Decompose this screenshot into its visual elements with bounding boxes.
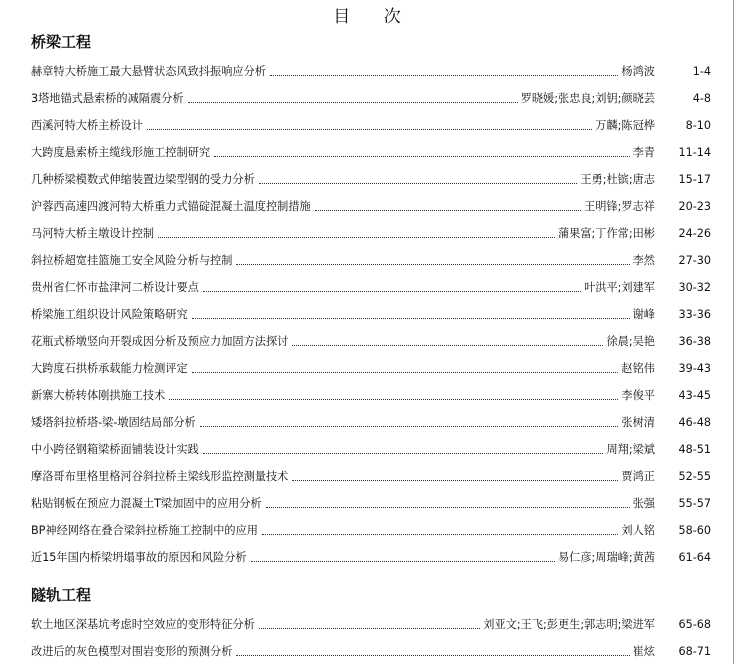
toc-entry[interactable]: [31, 160, 711, 187]
dot-leader: [292, 480, 618, 481]
entry-title: 贵州省仁怀市盐津河二桥设计要点: [31, 281, 199, 294]
entry-pages: 4-8: [692, 92, 711, 105]
dot-leader: [292, 345, 603, 346]
entry-title: 新寨大桥转体刚拱施工技术: [31, 389, 166, 402]
entry-title: 花瓶式桥墩竖向开裂成因分析及预应力加固方法探讨: [31, 335, 289, 348]
entry-authors: 刘人铭: [621, 524, 655, 537]
entry-title: 3塔地锚式悬索桥的减隔震分析: [31, 92, 184, 105]
entry-pages: 43-45: [678, 389, 711, 402]
entry-pages: 33-36: [678, 308, 711, 321]
entry-authors: 杨鸿波: [621, 65, 655, 78]
dot-leader: [236, 264, 629, 265]
entry-authors: 罗晓媛;张忠良;刘钥;颜晓芸: [520, 92, 655, 105]
toc-entry[interactable]: [31, 484, 711, 511]
dot-leader: [203, 453, 604, 454]
entry-title: 几种桥梁模数式伸缩装置边梁型钢的受力分析: [31, 173, 255, 186]
dot-leader: [251, 561, 555, 562]
toc-entry[interactable]: [31, 511, 711, 538]
dot-leader: [192, 318, 630, 319]
entry-pages: 11-14: [678, 146, 711, 159]
dot-leader: [262, 534, 618, 535]
toc-entry[interactable]: [31, 430, 711, 457]
entry-authors: 张强: [632, 497, 655, 510]
entry-pages: 36-38: [678, 335, 711, 348]
entry-pages: 55-57: [678, 497, 711, 510]
entry-authors: 易仁彦;周瑞峰;黄茜: [557, 551, 655, 564]
entry-title: 中小跨径钢箱梁桥面铺装设计实践: [31, 443, 199, 456]
toc-entry[interactable]: [31, 214, 711, 241]
toc-entry[interactable]: [31, 605, 711, 632]
entry-title: BP神经网络在叠合梁斜拉桥施工控制中的应用: [31, 524, 258, 537]
dot-leader: [188, 102, 518, 103]
toc-entry[interactable]: [31, 52, 711, 79]
entry-pages: 52-55: [678, 470, 711, 483]
entry-authors: 徐晨;吴艳: [606, 335, 655, 348]
entry-authors: 王勇;杜镔;唐志: [580, 173, 655, 186]
entry-pages: 48-51: [678, 443, 711, 456]
entry-authors: 谢峰: [632, 308, 655, 321]
dot-leader: [214, 156, 630, 157]
entry-authors: 赵铭伟: [621, 362, 655, 375]
entry-authors: 王明锋;罗志祥: [584, 200, 655, 213]
entry-authors: 李青: [632, 146, 655, 159]
toc-entry[interactable]: [31, 403, 711, 430]
toc-entry[interactable]: [31, 349, 711, 376]
entry-pages: 1-4: [692, 65, 711, 78]
entry-pages: 39-43: [678, 362, 711, 375]
entry-pages: 8-10: [685, 119, 711, 132]
dot-leader: [192, 372, 619, 373]
entry-pages: 15-17: [678, 173, 711, 186]
entry-title: 斜拉桥超宽挂篮施工安全风险分析与控制: [31, 254, 233, 267]
toc-entry[interactable]: [31, 133, 711, 160]
entry-authors: 李然: [632, 254, 655, 267]
toc-entry[interactable]: [31, 295, 711, 322]
entry-title: 摩洛哥布里格里格河谷斜拉桥主梁线形监控测量技术: [31, 470, 289, 483]
entry-pages: 65-68: [678, 618, 711, 631]
entry-title: 粘贴钢板在预应力混凝土T梁加固中的应用分析: [31, 497, 262, 510]
entry-title: 近15年国内桥梁坍塌事故的原因和风险分析: [31, 551, 247, 564]
toc-entry[interactable]: [31, 106, 711, 133]
entry-title: 赫章特大桥施工最大悬臂状态风致抖振响应分析: [31, 65, 266, 78]
toc-entry[interactable]: [31, 538, 711, 565]
dot-leader: [266, 507, 630, 508]
dot-leader: [158, 237, 555, 238]
entry-list: [31, 605, 711, 659]
entry-title: 大跨度石拱桥承载能力检测评定: [31, 362, 188, 375]
entry-pages: 30-32: [678, 281, 711, 294]
entry-authors: 刘亚文;王飞;彭更生;郭志明;梁进军: [483, 618, 655, 631]
entry-authors: 万麟;陈冠桦: [595, 119, 655, 132]
dot-leader: [147, 129, 592, 130]
toc-entry[interactable]: [31, 268, 711, 295]
toc-entry[interactable]: [31, 322, 711, 349]
toc-title: 目 次: [333, 7, 415, 27]
entry-title: 软土地区深基坑考虑时空效应的变形特征分析: [31, 618, 255, 631]
toc-entry[interactable]: [31, 376, 711, 403]
dot-leader: [259, 183, 578, 184]
entry-title: 沪蓉西高速四渡河特大桥重力式锚碇混凝土温度控制措施: [31, 200, 311, 213]
dot-leader: [200, 426, 619, 427]
entry-title: 桥梁施工组织设计风险策略研究: [31, 308, 188, 321]
entry-pages: 68-71: [678, 645, 711, 658]
entry-title: 改进后的灰色模型对围岩变形的预测分析: [31, 645, 233, 658]
entry-title: 矮塔斜拉桥塔-梁-墩固结局部分析: [31, 416, 196, 429]
entry-title: 西溪河特大桥主桥设计: [31, 119, 143, 132]
section-bridge: [31, 31, 711, 565]
entry-authors: 叶洪平;刘建军: [584, 281, 655, 294]
toc-entry[interactable]: [31, 241, 711, 268]
entry-title: 大跨度悬索桥主缆线形施工控制研究: [31, 146, 211, 159]
entry-authors: 李俊平: [621, 389, 655, 402]
entry-authors: 蒲果富;丁作常;田彬: [557, 227, 655, 240]
toc-entry[interactable]: [31, 187, 711, 214]
section-heading: 隧轨工程: [31, 586, 92, 604]
toc-entry[interactable]: [31, 79, 711, 106]
dot-leader: [315, 210, 581, 211]
entry-pages: 58-60: [678, 524, 711, 537]
entry-pages: 27-30: [678, 254, 711, 267]
dot-leader: [259, 628, 481, 629]
section-heading: 桥梁工程: [31, 33, 92, 51]
entry-pages: 61-64: [678, 551, 711, 564]
entry-pages: 20-23: [678, 200, 711, 213]
entry-authors: 贾鸿正: [621, 470, 655, 483]
entry-list: [31, 52, 711, 565]
entry-pages: 24-26: [678, 227, 711, 240]
dot-leader: [270, 75, 618, 76]
entry-authors: 张树清: [621, 416, 655, 429]
dot-leader: [169, 399, 618, 400]
entry-authors: 周翔;梁斌: [606, 443, 655, 456]
dot-leader: [203, 291, 581, 292]
entry-title: 马河特大桥主墩设计控制: [31, 227, 155, 240]
toc-entry[interactable]: [31, 632, 711, 659]
entry-authors: 崔炫: [632, 645, 655, 658]
section-tunnel: [31, 584, 711, 659]
entry-pages: 46-48: [678, 416, 711, 429]
toc-entry[interactable]: [31, 457, 711, 484]
dot-leader: [236, 655, 629, 656]
